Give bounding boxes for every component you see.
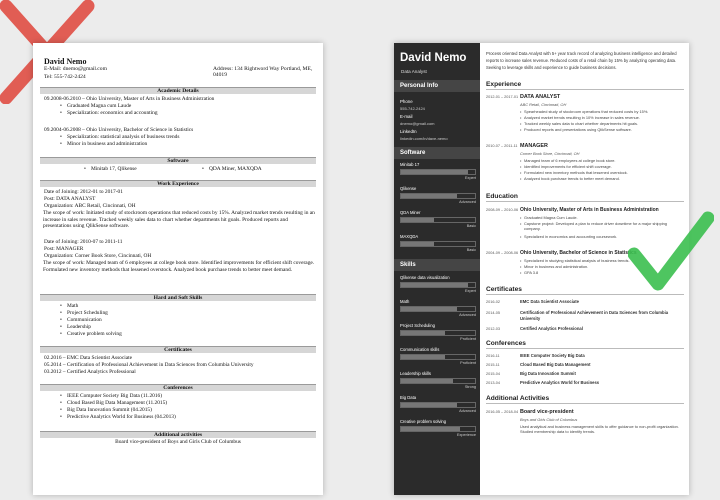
skill-name: Leadership skills xyxy=(400,371,431,376)
conf-date: 2013-04 xyxy=(486,381,500,385)
software-level-fill xyxy=(401,218,434,222)
software-item xyxy=(400,210,476,231)
software-level: Basic xyxy=(466,248,476,252)
software-level-bar xyxy=(400,217,476,223)
conf-name: Cloud Based Big Data Management xyxy=(520,362,591,367)
left-address: Address: 134 Rightword Way Portland, ME, 04019 xyxy=(213,66,313,78)
software-level-fill xyxy=(401,170,468,174)
activity-org: Boys and Girls Club of Columbus xyxy=(520,417,578,422)
software-name: MAXQDA xyxy=(400,234,419,239)
cert-name: EMC Data Scientist Associate xyxy=(520,299,579,304)
left-section-skills: Hard and Soft Skills xyxy=(40,294,316,301)
skill-level-bar xyxy=(400,402,476,408)
skill-level: Proficient xyxy=(460,337,476,341)
skill-level-bar xyxy=(400,354,476,360)
left-cert-item: 03.2012 – Certified Analytics Professional xyxy=(44,369,136,375)
skills-heading: Skills xyxy=(394,259,480,271)
job-title: MANAGER xyxy=(520,143,548,149)
left-job2-scope: The scope of work: Managed team of 6 employees at college book store. Identified improvements for efficient shift coverage. Formulated new inventory methods that lessened overstock. Analyzed book purchase trends to better meet demand. xyxy=(43,260,315,273)
skill-name: Project Scheduling xyxy=(400,323,435,328)
edu-bullet: • Capstone project: Developed a plan to reduce driver downtime for a major shipping company. xyxy=(524,221,684,232)
skill-item xyxy=(400,395,476,416)
skill-level-fill xyxy=(401,403,457,407)
left-cert-item: 05.2014 – Certification of Professional Achievement in Data Sciences from Columbia University xyxy=(44,362,254,368)
left-job2-post: Post: MANAGER xyxy=(44,246,84,252)
activities-heading: Additional Activities xyxy=(486,395,684,404)
skill-name: Big Data xyxy=(400,395,417,400)
skill-level-fill xyxy=(401,307,457,311)
skill-item xyxy=(400,371,476,392)
skill-level-bar xyxy=(400,306,476,312)
edu-title: Ohio University, Master of Arts in Business Administration xyxy=(520,207,659,213)
software-level: Advanced xyxy=(459,200,476,204)
job-bullet: • Analyzed market trends resulting in 10% increase in sales revenue. xyxy=(524,115,640,120)
left-section-work: Work Experience xyxy=(40,180,316,187)
left-edu1-bullet: • Graduated Magna cum Laude xyxy=(67,103,131,110)
edu-bullet: • Specialized in economics and accounting coursework. xyxy=(524,234,617,239)
education-heading: Education xyxy=(486,193,684,202)
left-edu1-bullet: • Specialization: economics and accounting xyxy=(67,110,158,117)
conferences-heading: Conferences xyxy=(486,340,684,349)
software-level-fill xyxy=(401,242,434,246)
skill-level: Strong xyxy=(464,385,476,389)
left-section-academic: Academic Details xyxy=(40,87,316,94)
activity-dates: 2016-05 – 2018-04 xyxy=(486,410,519,414)
left-edu1-title: 09.2008-06.2010 – Ohio University, Master of Arts in Business Administration xyxy=(44,96,215,102)
job-bullet: • Formulated new inventory methods that lessened overstock. xyxy=(524,170,628,175)
skill-item xyxy=(400,299,476,320)
conf-date: 2016-11 xyxy=(486,354,500,358)
left-skill-item: • Creative problem solving xyxy=(67,331,122,338)
job-org: Corner Book Store, Cincinnati, OH xyxy=(520,151,580,156)
skill-item xyxy=(400,347,476,368)
software-item xyxy=(400,234,476,255)
software-name: QDA Miner xyxy=(400,210,421,215)
skill-level-bar xyxy=(400,282,476,288)
skill-level: Proficient xyxy=(460,361,476,365)
skill-item xyxy=(400,275,476,296)
skill-name: Creative problem solving xyxy=(400,419,447,424)
skill-name: Communication skills xyxy=(400,347,440,352)
left-email: E-Mail: dnemo@gmail.com xyxy=(44,66,107,72)
cert-date: 2014-05 xyxy=(486,311,500,315)
skill-level: Advanced xyxy=(459,409,476,413)
left-edu2-bullet: • Specialization: statistical analysis of business trends xyxy=(67,134,179,141)
software-level-bar xyxy=(400,169,476,175)
skill-name: Qlikense data visualization xyxy=(400,275,450,280)
edu-bullet: • Specialized in studying statistical analysis of business trends. xyxy=(524,258,630,263)
software-level: Expert xyxy=(465,176,476,180)
resume-sidebar xyxy=(394,43,480,495)
job-title: DATA ANALYST xyxy=(520,94,561,100)
experience-heading: Experience xyxy=(486,81,684,90)
skill-item xyxy=(400,323,476,344)
software-item xyxy=(400,162,476,183)
left-skill-item: • Leadership xyxy=(67,324,91,331)
skill-level: Experience xyxy=(457,433,476,437)
edu-dates: 2004-09 – 2008-06 xyxy=(486,251,519,255)
left-job1-date: Date of Joining: 2012-01 to 2017-01 xyxy=(44,189,123,195)
software-name: Minitab 17 xyxy=(400,162,420,167)
job-dates: 2012-01 – 2017-01 xyxy=(486,95,519,99)
left-tel: Tel: 555-742-2424 xyxy=(44,74,86,80)
skill-item xyxy=(400,419,476,440)
software-name: Qlikense xyxy=(400,186,417,191)
software-item xyxy=(400,186,476,207)
skill-level-bar xyxy=(400,426,476,432)
job-org: ABC Retail, Cincinnati, OH xyxy=(520,102,567,107)
software-level-bar xyxy=(400,241,476,247)
personal-info-heading: Personal Info xyxy=(394,80,480,92)
skill-level: Advanced xyxy=(459,313,476,317)
job-bullet: • Spearheaded study of stockroom operations that reduced costs by 15%. xyxy=(524,109,648,114)
left-conf-item: • Predictive Analytics World for Business (04.2013) xyxy=(67,414,176,421)
left-job1-org: Organization: ABC Retail, Cincinnati, OH xyxy=(44,203,136,209)
skill-level: Expert xyxy=(465,289,476,293)
conf-date: 2015-04 xyxy=(486,372,500,376)
left-cert-item: 02.2016 – EMC Data Scientist Associate xyxy=(44,355,133,361)
skill-level-fill xyxy=(401,283,468,287)
left-section-software: Software xyxy=(40,157,316,164)
skill-name: Math xyxy=(400,299,410,304)
left-job2-date: Date of Joining: 2010-07 to 2011-11 xyxy=(44,239,123,245)
left-skill-item: • Communication xyxy=(67,317,102,324)
bad-resume-example xyxy=(33,43,323,495)
left-section-conferences: Conferences xyxy=(40,384,316,391)
left-conf-item: • Big Data Innovation Summit (04.2015) xyxy=(67,407,152,414)
software-heading: Software xyxy=(394,147,480,159)
right-name: David Nemo xyxy=(400,52,467,64)
email-label: E-mail xyxy=(400,114,413,119)
phone-label: Phone xyxy=(400,99,413,104)
conf-name: Big Data Innovation Summit xyxy=(520,371,576,376)
job-dates: 2010-07 – 2011-11 xyxy=(486,144,518,148)
cert-date: 2012-03 xyxy=(486,327,500,331)
cert-name: Certification of Professional Achievement in Data Sciences from Columbia University xyxy=(520,310,669,321)
skill-level-bar xyxy=(400,378,476,384)
email-value: dnemo@gmail.com xyxy=(400,121,435,126)
phone-value: 555-742-2424 xyxy=(400,106,425,111)
green-check-icon xyxy=(628,208,714,296)
left-skill-item: • Project Scheduling xyxy=(67,310,108,317)
skill-level-fill xyxy=(401,355,445,359)
linkedin-label: LinkedIn xyxy=(400,129,417,134)
skill-level-fill xyxy=(401,379,453,383)
left-software-item: • QDA Miner, MAXQDA xyxy=(209,166,262,173)
job-bullet: • Tracked weekly sales data to chart whether departments hit goals. xyxy=(524,121,638,126)
skill-level-bar xyxy=(400,330,476,336)
job-bullet: • Produced reports and presentations using QlikSense software. xyxy=(524,127,632,132)
software-level-bar xyxy=(400,193,476,199)
skill-level-fill xyxy=(401,427,460,431)
left-software-item: • Minitab 17, Qlikense xyxy=(91,166,137,173)
activity-title: Board vice-president xyxy=(520,409,574,415)
edu-bullet: • Graduated Magna Cum Laude. xyxy=(524,215,578,220)
conf-name: IEEE Computer Society Big Data xyxy=(520,353,585,358)
left-edu2-bullet: • Minor in business and administration xyxy=(67,141,147,148)
software-level: Basic xyxy=(466,224,476,228)
edu-title: Ohio University, Bachelor of Science in Statistics xyxy=(520,250,637,256)
left-section-activities: Additional activities xyxy=(40,431,316,438)
left-activity: Board vice-president of Boys and Girls Club of Columbus xyxy=(115,439,241,445)
job-bullet: • Managed team of 6 employees at college book store. xyxy=(524,158,616,163)
edu-bullet: • GPA 3.8 xyxy=(524,270,538,275)
software-level-fill xyxy=(401,194,457,198)
job-bullet: • Identified improvements for efficient shift coverage. xyxy=(524,164,612,169)
summary: Process oriented Data Analyst with 5+ year track record of analyzing business intelligence and detailed reports to increase sales revenue. Reduced costs of a retail chain by 15% by analyzing operating data. Seeking to leverage skills and experience to guide business decisions. xyxy=(486,51,677,70)
edu-dates: 2008-09 – 2010-06 xyxy=(486,208,519,212)
right-subtitle: Data Analyst xyxy=(401,69,427,74)
left-job1-post: Post: DATA ANALYST xyxy=(44,196,96,202)
left-conf-item: • IEEE Computer Society Big Data (11.2016) xyxy=(67,393,162,400)
certificates-heading: Certificates xyxy=(486,286,684,295)
left-name: David Nemo xyxy=(44,57,87,66)
left-job1-scope: The scope of work: Initiated study of stockroom operations that reduced costs by 15%. Analyzed market trends resulting in an increase in sales revenue. Tracked weekly sales data to chart whether departments hit goals. Produced reports and presentations using QlikSense software. xyxy=(43,210,315,230)
left-edu2-title: 09.2004-06.2008 – Ohio University, Bachelor of Science in Statistics xyxy=(44,127,194,133)
conf-date: 2015-11 xyxy=(486,363,500,367)
cert-date: 2016-02 xyxy=(486,300,500,304)
left-skill-item: • Math xyxy=(67,303,78,310)
activity-description: Used analytical and business management skills to offer guidance to non-profit organization. Studied membership data to identify trends. xyxy=(520,424,679,435)
left-conf-item: • Cloud Based Big Data Management (11.2015) xyxy=(67,400,167,407)
conf-name: Predictive Analytics World for Business xyxy=(520,380,600,385)
left-section-certificates: Certificates xyxy=(40,346,316,353)
linkedin-value: linkedin.com/in/dave-nemo xyxy=(400,136,448,141)
cert-name: Certified Analytics Professional xyxy=(520,326,583,331)
job-bullet: • Analyzed book purchase trends to better meet demand. xyxy=(524,176,620,181)
skill-level-fill xyxy=(401,331,445,335)
edu-bullet: • Minor in business and administration. xyxy=(524,264,588,269)
left-job2-org: Organization: Corner Book Store, Cincinnati, OH xyxy=(44,253,152,259)
